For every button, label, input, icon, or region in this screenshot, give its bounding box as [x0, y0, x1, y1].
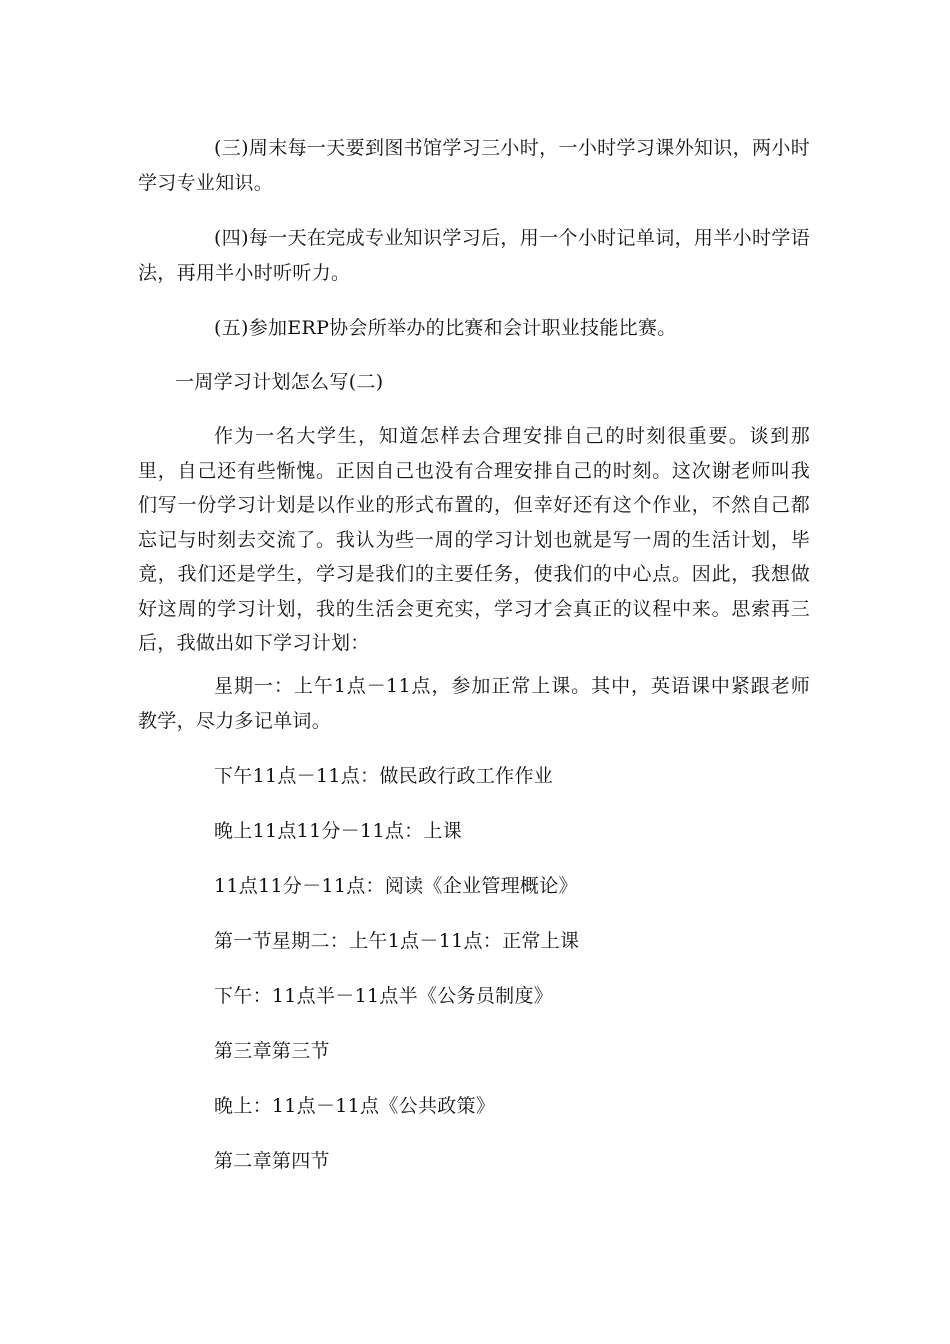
paragraph-item-5: (五)参加ERP协会所举办的比赛和会计职业技能比赛。	[214, 317, 677, 339]
paragraph-item-4: (四)每一天在完成专业知识学习后，用一个小时记单词，用半小时学语法，再用半小时听听力。	[138, 227, 810, 284]
schedule-line: 11点11分－11点：阅读《企业管理概论》	[214, 875, 578, 897]
paragraph-item-3: (三)周末每一天要到图书馆学习三小时，一小时学习课外知识，两小时学习专业知识。	[138, 137, 810, 194]
intro-paragraph: 作为一名大学生，知道怎样去合理安排自己的时刻很重要。谈到那里，自己还有些惭愧。正因自己也没有合理安排自己的时刻。这次谢老师叫我们写一份学习计划是以作业的形式布置的，但幸好还有这个作业，不然自己都忘记与时刻去交流了。我认为些一周的学习计划也就是写一周的生活计划，毕竟，我们还是学生，学习是我们的主要任务，使我们的中心点。因此，我想做好这周的学习计划，我的生活会更充实，学习才会真正的议程中来。思索再三后，我做出如下学习计划：	[138, 425, 810, 654]
schedule-line: 第一节星期二：上午1点－11点：正常上课	[214, 930, 580, 952]
schedule-line: 第三章第三节	[214, 1040, 330, 1062]
schedule-line: 第二章第四节	[214, 1150, 330, 1172]
schedule-line: 下午：11点半－11点半《公务员制度》	[214, 985, 554, 1007]
schedule-line: 晚上：11点－11点《公共政策》	[214, 1095, 496, 1117]
section-heading: 一周学习计划怎么写(二)	[175, 371, 384, 393]
schedule-line: 下午11点－11点：做民政行政工作作业	[214, 765, 554, 787]
monday-paragraph: 星期一：上午1点－11点，参加正常上课。其中，英语课中紧跟老师教学，尽力多记单词。	[138, 675, 810, 732]
schedule-line: 晚上11点11分－11点：上课	[214, 820, 463, 842]
